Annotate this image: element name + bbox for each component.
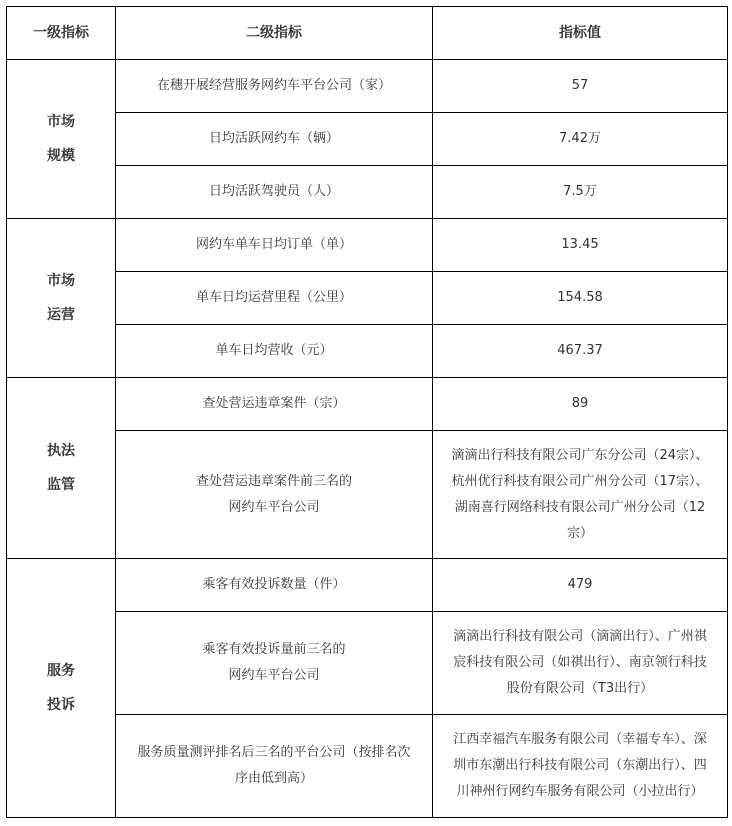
- value-cell: [433, 431, 728, 559]
- category-line: 市场: [47, 114, 75, 130]
- indicator-cell: 日均活跃驾驶员（人）: [116, 166, 433, 219]
- value-cell: 57: [433, 60, 728, 113]
- value-line: 股份有限公司（T3出行）: [506, 681, 654, 696]
- category-cell: [7, 559, 116, 818]
- indicator-table: [6, 6, 728, 818]
- table-row: [7, 559, 728, 612]
- value-cell: 7.5万: [433, 166, 728, 219]
- table-row: [7, 60, 728, 113]
- header-level1: 一级指标: [7, 7, 116, 60]
- value-cell: 13.45: [433, 219, 728, 272]
- value-line: 滴滴出行科技有限公司广东分公司（24宗）、: [451, 447, 709, 463]
- indicator-line: 序由低到高）: [234, 771, 313, 786]
- indicator-cell: 在穗开展经营服务网约车平台公司（家）: [116, 60, 433, 113]
- indicator-cell: 查处营运违章案件（宗）: [116, 378, 433, 431]
- table-row: [7, 272, 728, 325]
- indicator-cell: 乘客有效投诉数量（件）: [116, 559, 433, 612]
- indicator-cell: [116, 431, 433, 559]
- indicator-cell: [116, 612, 433, 715]
- value-cell: [433, 612, 728, 715]
- indicator-cell: 单车日均营收（元）: [116, 325, 433, 378]
- table-row: [7, 325, 728, 378]
- category-cell: [7, 219, 116, 378]
- table-row: [7, 431, 728, 559]
- indicator-line: 网约车平台公司: [228, 499, 320, 515]
- indicator-cell: 日均活跃网约车（辆）: [116, 113, 433, 166]
- value-cell: 154.58: [433, 272, 728, 325]
- category-line: 服务: [47, 663, 75, 679]
- table-row: [7, 715, 728, 818]
- table-row: [7, 612, 728, 715]
- value-line: 滴滴出行科技有限公司（滴滴出行）、广州祺: [453, 629, 707, 644]
- indicator-line: 查处营运违章案件前三名的: [195, 473, 352, 489]
- category-line: 投诉: [47, 697, 75, 713]
- value-cell: 467.37: [433, 325, 728, 378]
- table-row: [7, 219, 728, 272]
- indicator-line: 服务质量测评排名后三名的平台公司（按排名次: [137, 745, 411, 760]
- value-cell: 479: [433, 559, 728, 612]
- value-line: 江西幸福汽车服务有限公司（幸福专车）、深: [453, 732, 707, 747]
- category-line: 运营: [47, 307, 75, 323]
- value-cell: [433, 715, 728, 818]
- indicator-cell: 单车日均运营里程（公里）: [116, 272, 433, 325]
- indicator-line: 乘客有效投诉量前三名的: [202, 642, 346, 657]
- value-cell: 7.42万: [433, 113, 728, 166]
- value-line: 杭州优行科技有限公司广州分公司（17宗）、: [451, 473, 709, 489]
- category-line: 执法: [47, 443, 75, 459]
- indicator-line: 网约车平台公司: [228, 668, 320, 683]
- category-line: 监管: [47, 477, 75, 493]
- header-value: 指标值: [433, 7, 728, 60]
- indicator-cell: [116, 715, 433, 818]
- table-row: [7, 378, 728, 431]
- header-row: [7, 7, 728, 60]
- category-line: 市场: [47, 273, 75, 289]
- category-cell: [7, 60, 116, 219]
- category-cell: [7, 378, 116, 559]
- table-row: [7, 166, 728, 219]
- value-cell: 89: [433, 378, 728, 431]
- indicator-cell: 网约车单车日均订单（单）: [116, 219, 433, 272]
- value-line: 川神州行网约车服务有限公司（小拉出行）: [456, 784, 704, 799]
- value-line: 圳市东潮出行科技有限公司（东潮出行）、四: [453, 758, 707, 773]
- value-line: 湖南喜行网络科技有限公司广州分公司（12: [454, 499, 706, 515]
- header-level2: 二级指标: [116, 7, 433, 60]
- value-line: 宗）: [566, 525, 593, 541]
- value-line: 宸科技有限公司（如祺出行）、南京领行科技: [453, 655, 707, 670]
- category-line: 规模: [47, 148, 75, 164]
- table-row: [7, 113, 728, 166]
